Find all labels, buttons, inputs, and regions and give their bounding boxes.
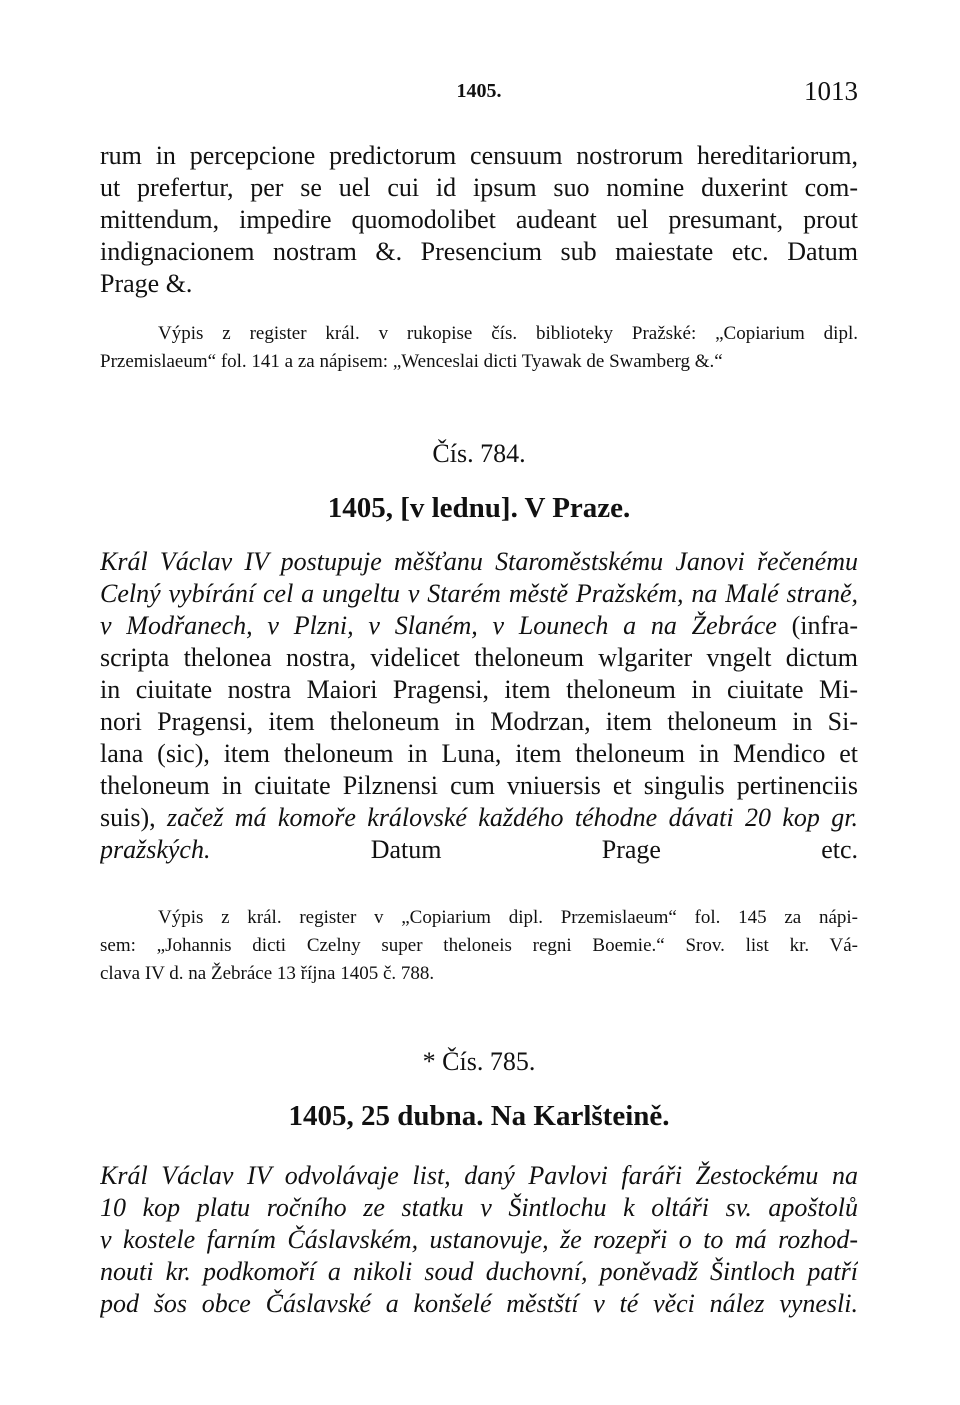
doc785-regest — [100, 1160, 858, 1320]
regest-line: Celný vybírání cel a ungeltu v Starém městě Pražském, na Malé straně, — [100, 579, 858, 608]
note-line: sem: „Johannis dicti Czelny super theloneis regni Boemie.“ Srov. list kr. Vá- — [100, 935, 858, 956]
note-line: clava IV d. na Žebráce 13 října 1405 č. 788. — [100, 963, 435, 984]
note-line: Výpis z register král. v rukopise čís. biblioteky Pražské: „Copiarium dipl. — [158, 323, 858, 344]
regest-line: Král Václav IV odvolávaje list, daný Pavlovi faráři Žestockému na — [100, 1161, 858, 1190]
running-head-year: 1405. — [456, 80, 502, 102]
doc784-date-place: 1405, [v lednu]. V Praze. — [327, 492, 631, 524]
latin-fragment: suis), — [100, 803, 156, 832]
text-line — [100, 610, 858, 642]
regest-line: pod šos obce Čáslavské a konšelé městští v té věci nález vynesli. — [100, 1289, 858, 1318]
text-line: scripta thelonea nostra, videlicet theloneum wlgariter vngelt dictum — [100, 643, 858, 672]
regest-fragment: v Modřanech, v Plzni, v Slaném, v Lounech a na Žebráce — [100, 611, 777, 640]
regest-line: Král Václav IV postupuje měšťanu Staroměstskému Janovi řečenému — [100, 547, 858, 576]
text-line: in ciuitate nostra Maiori Pragensi, item theloneum in ciuitate Mi- — [100, 675, 858, 704]
note-line: Výpis z král. register v „Copiarium dipl. Przemislaeum“ fol. 145 za nápi- — [158, 907, 858, 928]
text-line: nori Pragensi, item theloneum in Modrzan, item theloneum in Si- — [100, 707, 858, 736]
regest-line: nouti kr. podkomoří a nikoli soud duchovní, poněvadž Šintloch patří — [100, 1257, 858, 1286]
latin-fragment: (infra- — [791, 611, 858, 640]
regest-fragment: pražských. — [100, 835, 211, 864]
text-line: indignacionem nostram &. Presencium sub maiestate etc. Datum — [100, 237, 858, 266]
regest-fragment: začež má komoře královské každého téhodne dávati 20 kop gr. — [167, 803, 858, 832]
text-line: rum in percepcione predictorum censuum nostrorum hereditariorum, — [100, 141, 858, 170]
page-number: 1013 — [804, 76, 858, 106]
note-line: Przemislaeum“ fol. 141 a za nápisem: „Wenceslai dicti Tyawak de Swamberg &.“ — [100, 351, 723, 372]
text-line: ut prefertur, per se uel cui id ipsum suo nomine duxerint com- — [100, 173, 858, 202]
text-line: lana (sic), item theloneum in Luna, item theloneum in Mendico et — [100, 739, 858, 768]
regest-line: v kostele farním Čáslavském, ustanovuje, že rozepři o to má rozhod- — [100, 1225, 858, 1254]
text-line: Prage &. — [100, 269, 193, 298]
doc783-source-note — [100, 320, 858, 376]
text-line — [100, 834, 858, 866]
text-line: theloneum in ciuitate Pilznensi cum vniuersis et singulis pertinenciis — [100, 771, 858, 800]
doc784-number: Čís. 784. — [432, 439, 526, 468]
regest-line: 10 kop platu ročního ze statku v Šintlochu k oltáři sv. apoštolů — [100, 1193, 858, 1222]
doc784-source-note — [100, 904, 858, 988]
latin-fragment: Datum Prage etc. — [370, 835, 858, 864]
doc785-number: * Čís. 785. — [422, 1047, 536, 1076]
doc784-text — [100, 546, 858, 866]
doc783-text — [100, 140, 858, 300]
page-header — [100, 76, 858, 110]
text-line: mittendum, impedire quomodolibet audeant uel presumant, prout — [100, 205, 858, 234]
doc785-date-place: 1405, 25 dubna. Na Karlšteině. — [288, 1100, 670, 1132]
text-line — [100, 802, 858, 834]
